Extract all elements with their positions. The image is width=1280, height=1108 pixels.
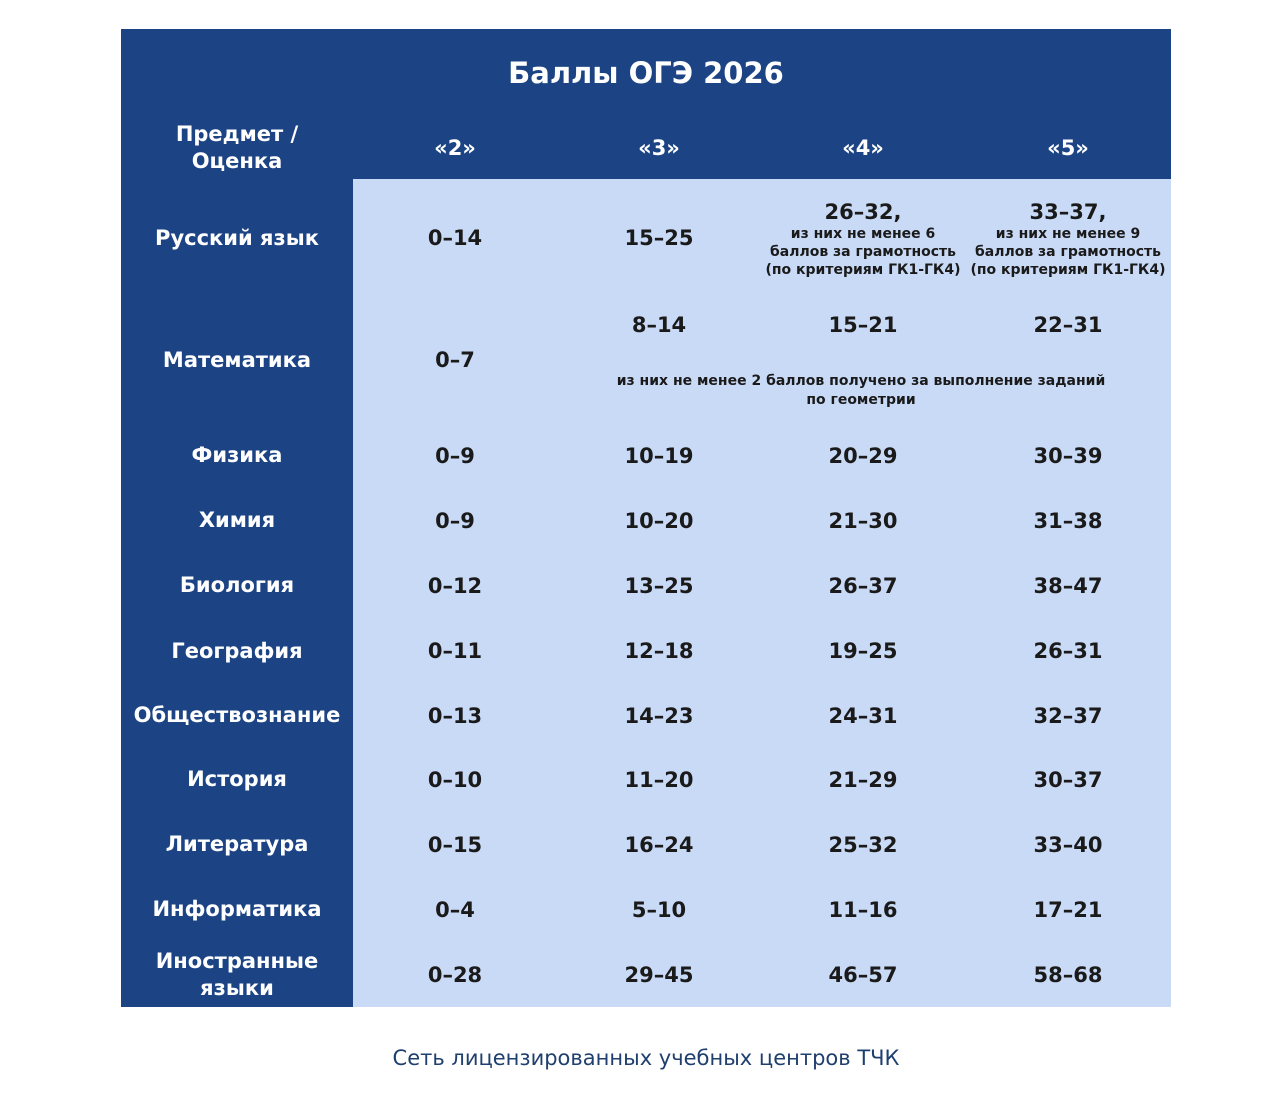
math-grade-5: 22–31 [1033,313,1103,337]
informatics-grade-3: 5–10 [631,897,687,922]
chemistry-grade-4: 21–30 [828,508,898,533]
geography-grade-4: 19–25 [828,639,898,663]
physics-grade-2: 0–9 [435,443,475,468]
chemistry-grade-5: 31–38 [1033,508,1103,533]
math-grade-2: 0–7 [435,348,475,372]
geography-grade-2: 0–11 [427,639,483,663]
russian-grade-2: 0–14 [427,226,483,250]
informatics-grade-2: 0–4 [435,897,475,922]
math-geometry-note: из них не менее 2 баллов получено за выполнение заданий по геометрии [616,373,1106,408]
physics-grade-5: 30–39 [1033,443,1103,468]
scores-table-card [121,29,1171,1007]
subject-physics: Физика [191,443,283,467]
physics-grade-4: 20–29 [828,443,898,468]
header-grade-2: «2» [434,135,476,160]
informatics-grade-5: 17–21 [1033,897,1103,922]
geography-grade-3: 12–18 [624,639,694,663]
literature-grade-3: 16–24 [624,832,694,857]
header-subject-grade: Предмет / Оценка [175,122,299,173]
foreign-grade-3: 29–45 [624,963,694,987]
chemistry-grade-2: 0–9 [435,508,475,533]
table-title: Баллы ОГЭ 2026 [508,56,784,90]
subject-biology: Биология [179,573,295,597]
subject-chemistry: Химия [198,508,276,532]
subject-literature: Литература [165,832,309,856]
subject-social-studies: Обществознание [133,703,341,727]
russian-grade-5: 33–37, из них не менее 9 баллов за грамотность (по критериям ГК1-ГК4) [970,200,1166,278]
foreign-grade-2: 0–28 [427,963,483,987]
foreign-grade-4: 46–57 [828,963,898,987]
subject-informatics: Информатика [152,897,322,921]
geography-grade-5: 26–31 [1033,639,1103,663]
history-grade-4: 21–29 [828,767,898,792]
math-grade-4: 15–21 [828,313,898,337]
social-studies-grade-2: 0–13 [427,703,483,728]
biology-grade-5: 38–47 [1033,573,1103,598]
literature-grade-2: 0–15 [427,832,483,857]
subject-foreign-languages: Иностранные языки [155,949,319,1000]
physics-grade-3: 10–19 [624,443,694,468]
footer-caption: Сеть лицензированных учебных центров ТЧК [392,1046,900,1070]
social-studies-grade-3: 14–23 [624,703,694,728]
header-grade-3: «3» [638,135,680,160]
literature-grade-5: 33–40 [1033,832,1103,857]
header-grade-5: «5» [1047,135,1089,160]
social-studies-grade-5: 32–37 [1033,703,1103,728]
subject-history: История [187,767,287,791]
history-grade-3: 11–20 [624,767,694,792]
biology-grade-2: 0–12 [427,573,483,598]
biology-grade-3: 13–25 [624,573,694,598]
informatics-grade-4: 11–16 [828,897,898,922]
math-grade-3: 8–14 [631,313,687,337]
history-grade-2: 0–10 [427,767,483,792]
russian-grade-4: 26–32, из них не менее 6 баллов за грамотность (по критериям ГК1-ГК4) [765,200,961,278]
subject-russian: Русский язык [155,225,319,250]
subject-geography: География [171,638,303,663]
literature-grade-4: 25–32 [828,832,898,857]
foreign-grade-5: 58–68 [1033,963,1103,987]
chemistry-grade-3: 10–20 [624,508,694,533]
history-grade-5: 30–37 [1033,767,1103,792]
subject-math: Математика [162,347,312,372]
social-studies-grade-4: 24–31 [828,703,898,728]
scores-grid [121,117,1171,1008]
biology-grade-4: 26–37 [828,573,898,598]
header-grade-4: «4» [842,135,884,160]
russian-grade-3: 15–25 [624,226,694,250]
